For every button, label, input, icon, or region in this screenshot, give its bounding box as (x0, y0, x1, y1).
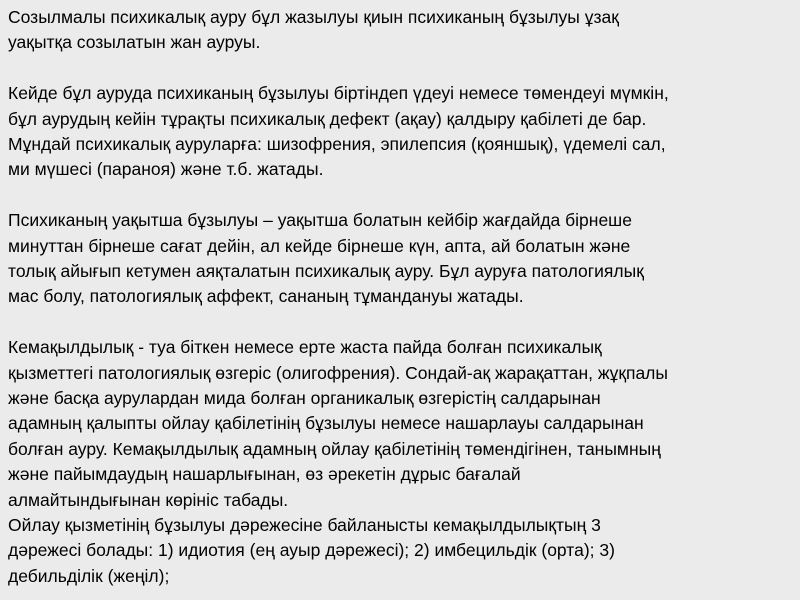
paragraph-progression: Кейде бұл ауруда психиканың бұзылуы біртіндеп үдеуі немесе төмендеуі мүмкін, бұл аурудың кейін тұрақты психикалық дефект (ақау) қалдыру қабілеті де бар. Мұндай психикалық ауруларға: шизофрения, эпилепсия (қояншық), үдемелі сал, ми мүшесі (параноя) және т.б. жатады. (8, 83, 669, 180)
paragraph-temporary-disorder: Психиканың уақытша бұзылуы – уақытша болатын кейбір жағдайда бірнеше минуттан бірнеше сағат дейін, ал кейде бірнеше күн, апта, ай болатын және толық айығып кетумен аяқталатын психикалық ауру. Бұл ауруға патологиялық мас болу, патологиялық аффект, сананың тұмандануы жатады. (8, 210, 644, 307)
paragraph-spacer (8, 56, 790, 81)
paragraph-severity-degrees: Ойлау қызметінің бұзылуы дәрежесіне байланысты кемақылдылықтың 3 дәрежесі болады: 1) идиотия (ең ауыр дәрежесі); 2) имбецильдік (орта); 3) дебильділік (жеңіл); (8, 515, 615, 586)
paragraph-chronic-illness: Созылмалы психикалық ауру бұл жазылуы қиын психиканың бұзылуы ұзақ уақытқа созылатын жан ауруы. (8, 7, 619, 53)
paragraph-spacer (8, 183, 790, 208)
paragraph-intellectual-disability: Кемақылдылық - туа біткен немесе ерте жаста пайда болған психикалық қызметтегі патологиялық өзгеріс (олигофрения). Сондай-ақ жарақаттан, жұқпалы және басқа аурулардан мида болған органикалық өзгерістің салдарынан адамның қалыпты ойлау қабілетінің бұзылуы немесе нашарлауы салдарынан болған ауру. Кемақылдылық адамның ойлау қабілетінің төмендігінен, танымның және пайымдаудың нашарлығынан, өз әрекетін дұрыс бағалай алмайтындығынан көрініс табады. (8, 337, 668, 510)
paragraph-spacer (8, 310, 790, 335)
